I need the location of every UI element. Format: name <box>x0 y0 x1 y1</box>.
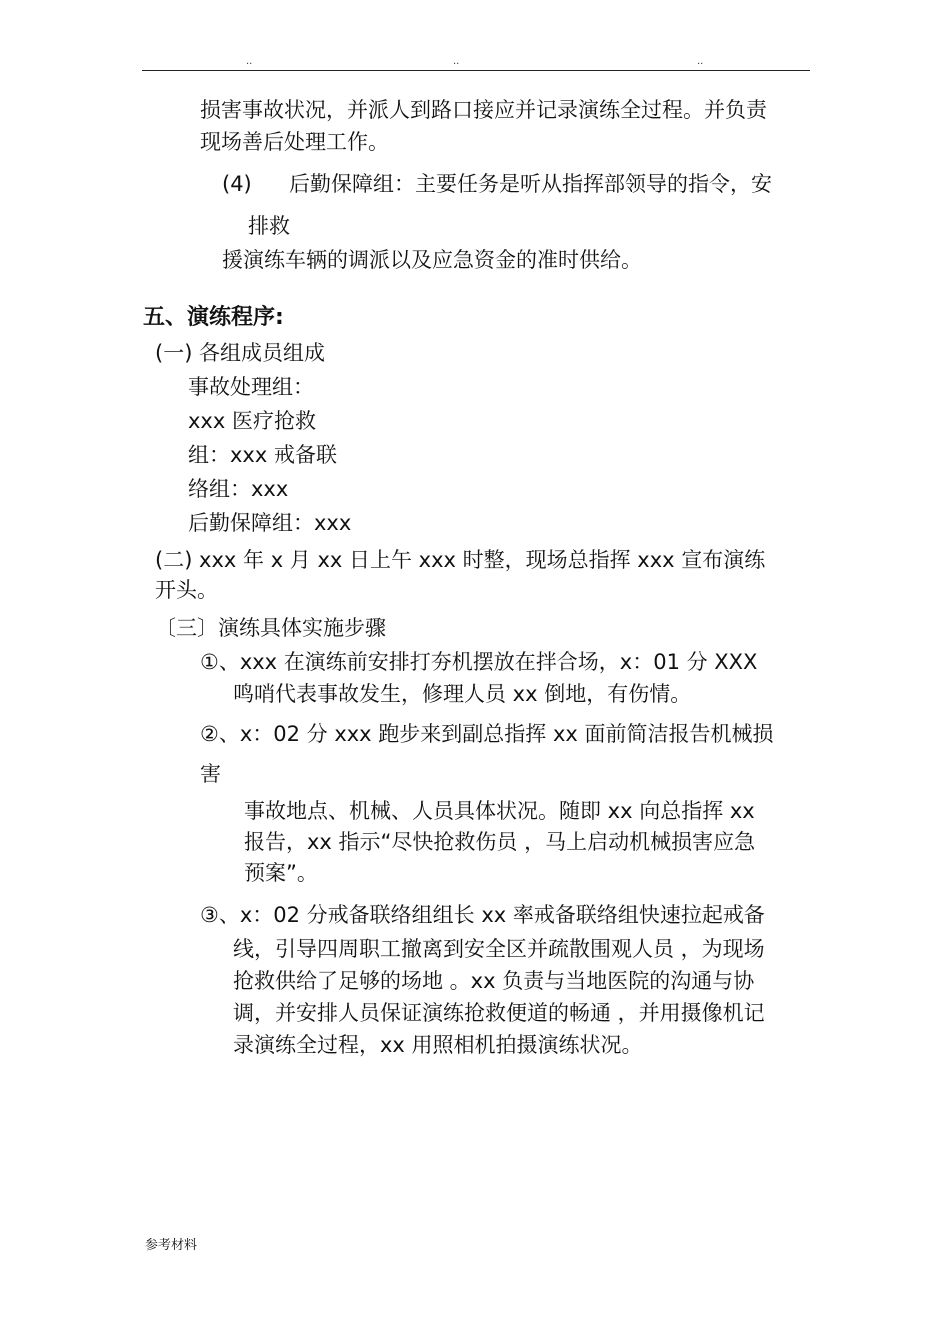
header-mark: .. <box>246 56 253 67</box>
step-line: 报告，xx 指示“尽快抢救伤员 ，马上启动机械损害应急 <box>244 830 756 854</box>
step-line: 害 <box>200 762 221 786</box>
step-line: ①、xxx 在演练前安排打夯机摆放在拌合场，x：01 分 XXX <box>200 650 758 674</box>
member-line: 络组：xxx <box>188 477 289 501</box>
item-number: (4) <box>222 172 252 196</box>
paragraph-line: 排救 <box>248 214 290 238</box>
paragraph-line: 援演练车辆的调派以及应急资金的准时供给。 <box>222 248 642 272</box>
section-heading: 五、演练程序: <box>143 305 284 330</box>
page-footer: 参考材料 <box>145 1238 198 1253</box>
subsection-title: (一) 各组成员组成 <box>155 341 326 365</box>
paragraph-line: (二) xxx 年 x 月 xx 日上午 xxx 时整，现场总指挥 xxx 宣布演练 <box>155 548 766 572</box>
header-mark: .. <box>697 56 704 67</box>
member-line: xxx 医疗抢救 <box>188 409 316 433</box>
step-line: 抢救供给了足够的场地 。xx 负责与当地医院的沟通与协 <box>233 969 755 993</box>
paragraph-line: 开头。 <box>155 578 218 602</box>
step-line: ③、x：02 分戒备联络组组长 xx 率戒备联络组快速拉起戒备 <box>200 903 765 927</box>
step-line: 录演练全过程，xx 用照相机拍摄演练状况。 <box>233 1033 643 1057</box>
member-line: 事故处理组： <box>188 375 314 399</box>
step-line: 线，引导四周职工撤离到安全区并疏散围观人员 ，为现场 <box>233 937 765 961</box>
paragraph-line: 损害事故状况，并派人到路口接应并记录演练全过程。并负责 <box>200 98 767 122</box>
step-line: 事故地点、机械、人员具体状况。随即 xx 向总指挥 xx <box>244 799 755 823</box>
member-line: 组：xxx 戒备联 <box>188 443 337 467</box>
paragraph-line: 现场善后处理工作。 <box>200 130 389 154</box>
step-line: 鸣哨代表事故发生，修理人员 xx 倒地，有伤情。 <box>233 682 692 706</box>
header-rule <box>142 70 810 71</box>
header-mark: .. <box>453 56 460 67</box>
member-line: 后勤保障组：xxx <box>188 511 352 535</box>
step-line: 调，并安排人员保证演练抢救便道的畅通 ，并用摄像机记 <box>233 1001 765 1025</box>
subsection-title: 〔三〕演练具体实施步骤 <box>155 616 386 640</box>
paragraph-line: 后勤保障组：主要任务是听从指挥部领导的指令，安 <box>289 172 772 196</box>
step-line: ②、x：02 分 xxx 跑步来到副总指挥 xx 面前简洁报告机械损 <box>200 722 774 746</box>
step-line: 预案”。 <box>244 861 318 885</box>
